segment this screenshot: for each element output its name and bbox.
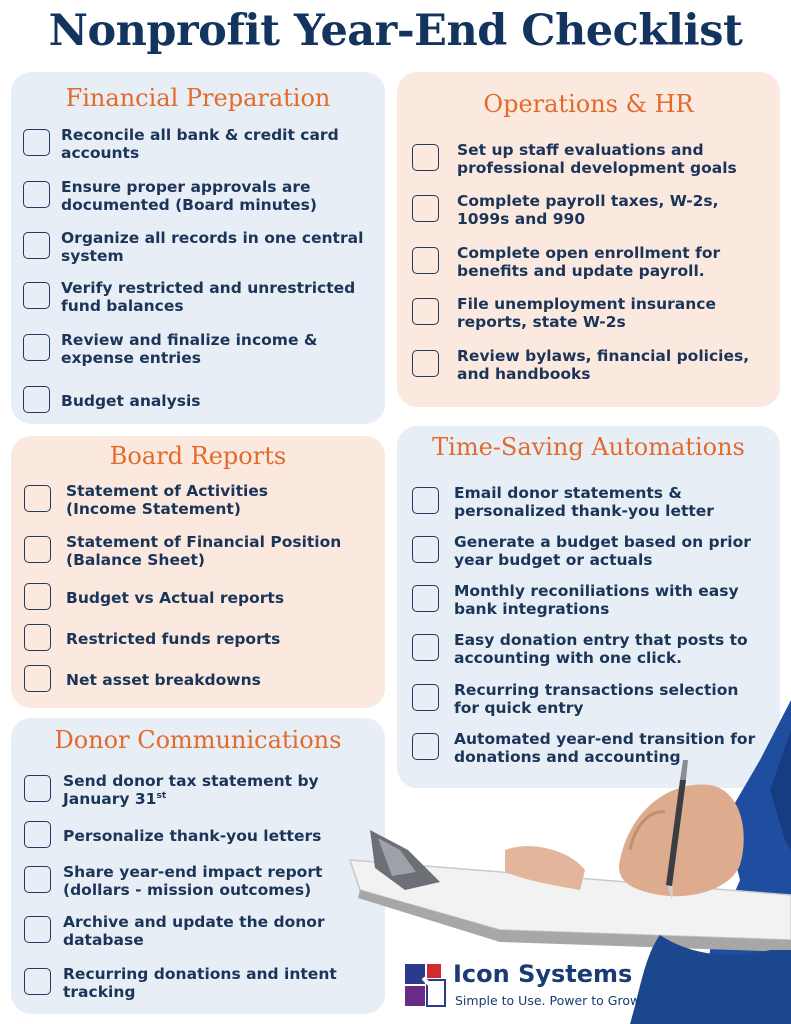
logo-tagline: Simple to Use. Power to Grow. bbox=[455, 993, 644, 1008]
item-label: Automated year-end transition for donations and accounting bbox=[454, 730, 756, 766]
checklist-item bbox=[397, 343, 780, 387]
board-reports-heading: Board Reports bbox=[109, 442, 287, 470]
checkbox[interactable] bbox=[23, 282, 50, 309]
checkbox[interactable] bbox=[23, 129, 50, 156]
item-label: Archive and update the donor database bbox=[63, 913, 325, 949]
item-label: Monthly reconiliations with easy bank integrations bbox=[454, 582, 739, 618]
checkbox[interactable] bbox=[24, 536, 51, 563]
checkbox[interactable] bbox=[24, 583, 51, 610]
checkbox[interactable] bbox=[23, 232, 50, 259]
checkbox[interactable] bbox=[24, 775, 51, 802]
checkbox[interactable] bbox=[412, 298, 439, 325]
logo-name: Icon Systems bbox=[453, 960, 633, 988]
checkbox[interactable] bbox=[24, 968, 51, 995]
financial-preparation-heading: Financial Preparation bbox=[65, 84, 331, 112]
item-label: Net asset breakdowns bbox=[66, 671, 261, 689]
item-label: Complete payroll taxes, W-2s, 1099s and 990 bbox=[457, 192, 719, 228]
checkbox[interactable] bbox=[412, 144, 439, 171]
checkbox[interactable] bbox=[412, 487, 439, 514]
automations-heading: Time-Saving Automations bbox=[432, 433, 745, 461]
checklist-item bbox=[11, 814, 385, 858]
checkbox[interactable] bbox=[412, 195, 439, 222]
logo-mark-icon bbox=[405, 960, 447, 1008]
donor-communications-heading: Donor Communications bbox=[54, 726, 342, 754]
item-label: File unemployment insurance reports, state W-2s bbox=[457, 295, 716, 331]
checkbox[interactable] bbox=[24, 485, 51, 512]
item-label: Ensure proper approvals are documented (Board minutes) bbox=[61, 178, 317, 214]
operations-hr-card bbox=[397, 72, 780, 407]
checklist-item bbox=[11, 379, 385, 423]
checklist-item bbox=[11, 658, 385, 702]
checklist-item bbox=[397, 188, 780, 232]
board-reports-card bbox=[11, 436, 385, 708]
financial-preparation-card bbox=[11, 72, 385, 424]
checklist-item bbox=[11, 275, 385, 319]
checklist-item bbox=[11, 961, 385, 1005]
item-label: Statement of Financial Position (Balance Sheet) bbox=[66, 533, 342, 569]
item-label: Personalize thank-you letters bbox=[63, 827, 322, 845]
item-label: Statement of Activities (Income Statement) bbox=[66, 482, 269, 518]
checklist-item bbox=[397, 627, 780, 671]
item-label: Complete open enrollment for benefits and update payroll. bbox=[457, 244, 721, 280]
checklist-item bbox=[11, 859, 385, 903]
checklist-item bbox=[11, 617, 385, 661]
checkbox[interactable] bbox=[24, 866, 51, 893]
checklist-item bbox=[11, 225, 385, 269]
checkbox[interactable] bbox=[24, 665, 51, 692]
item-label: Share year-end impact report (dollars - mission outcomes) bbox=[63, 863, 323, 899]
item-label: Recurring donations and intent tracking bbox=[63, 965, 337, 1001]
checkbox[interactable] bbox=[412, 585, 439, 612]
item-label: Generate a budget based on prior year budget or actuals bbox=[454, 533, 751, 569]
checklist-item bbox=[11, 529, 385, 573]
checkbox[interactable] bbox=[412, 536, 439, 563]
item-label: Budget vs Actual reports bbox=[66, 589, 285, 607]
checklist-item bbox=[11, 478, 385, 522]
checkbox[interactable] bbox=[412, 350, 439, 377]
ordinal-superscript: st bbox=[156, 790, 167, 801]
checklist-item bbox=[397, 291, 780, 335]
checkbox[interactable] bbox=[412, 634, 439, 661]
item-label: Recurring transactions selection for quick entry bbox=[454, 681, 739, 717]
item-label: Review and finalize income & expense entries bbox=[61, 331, 318, 367]
checklist-item bbox=[397, 240, 780, 284]
item-label bbox=[63, 772, 319, 808]
item-label: Easy donation entry that posts to accounting with one click. bbox=[454, 631, 748, 667]
checkbox[interactable] bbox=[23, 181, 50, 208]
checkbox[interactable] bbox=[23, 334, 50, 361]
checklist-item bbox=[11, 909, 385, 953]
checklist-item bbox=[11, 122, 385, 166]
icon-systems-logo bbox=[405, 960, 665, 1010]
item-label: Reconcile all bank & credit card accounts bbox=[61, 126, 339, 162]
item-label: Verify restricted and unrestricted fund balances bbox=[61, 279, 356, 315]
item-label: Email donor statements & personalized thank-you letter bbox=[454, 484, 714, 520]
checklist-item bbox=[397, 480, 780, 524]
item-label-text: Send donor tax statement by January 31 bbox=[63, 772, 319, 808]
checkbox[interactable] bbox=[24, 916, 51, 943]
checklist-item bbox=[397, 529, 780, 573]
checkbox[interactable] bbox=[24, 624, 51, 651]
checkbox[interactable] bbox=[24, 821, 51, 848]
checkbox[interactable] bbox=[412, 247, 439, 274]
checkbox[interactable] bbox=[23, 386, 50, 413]
checklist-item bbox=[397, 137, 780, 181]
item-label: Restricted funds reports bbox=[66, 630, 281, 648]
checklist-item bbox=[11, 174, 385, 218]
checklist-item bbox=[397, 578, 780, 622]
item-label: Organize all records in one central system bbox=[61, 229, 364, 265]
donor-communications-card bbox=[11, 718, 385, 1014]
page-title: Nonprofit Year-End Checklist bbox=[48, 6, 743, 56]
item-label: Budget analysis bbox=[61, 392, 201, 410]
checklist-item bbox=[11, 768, 385, 812]
operations-hr-heading: Operations & HR bbox=[483, 90, 694, 118]
checklist-item bbox=[11, 327, 385, 371]
checklist-item bbox=[11, 576, 385, 620]
item-label: Set up staff evaluations and professional development goals bbox=[457, 141, 737, 177]
item-label: Review bylaws, financial policies, and handbooks bbox=[457, 347, 750, 383]
